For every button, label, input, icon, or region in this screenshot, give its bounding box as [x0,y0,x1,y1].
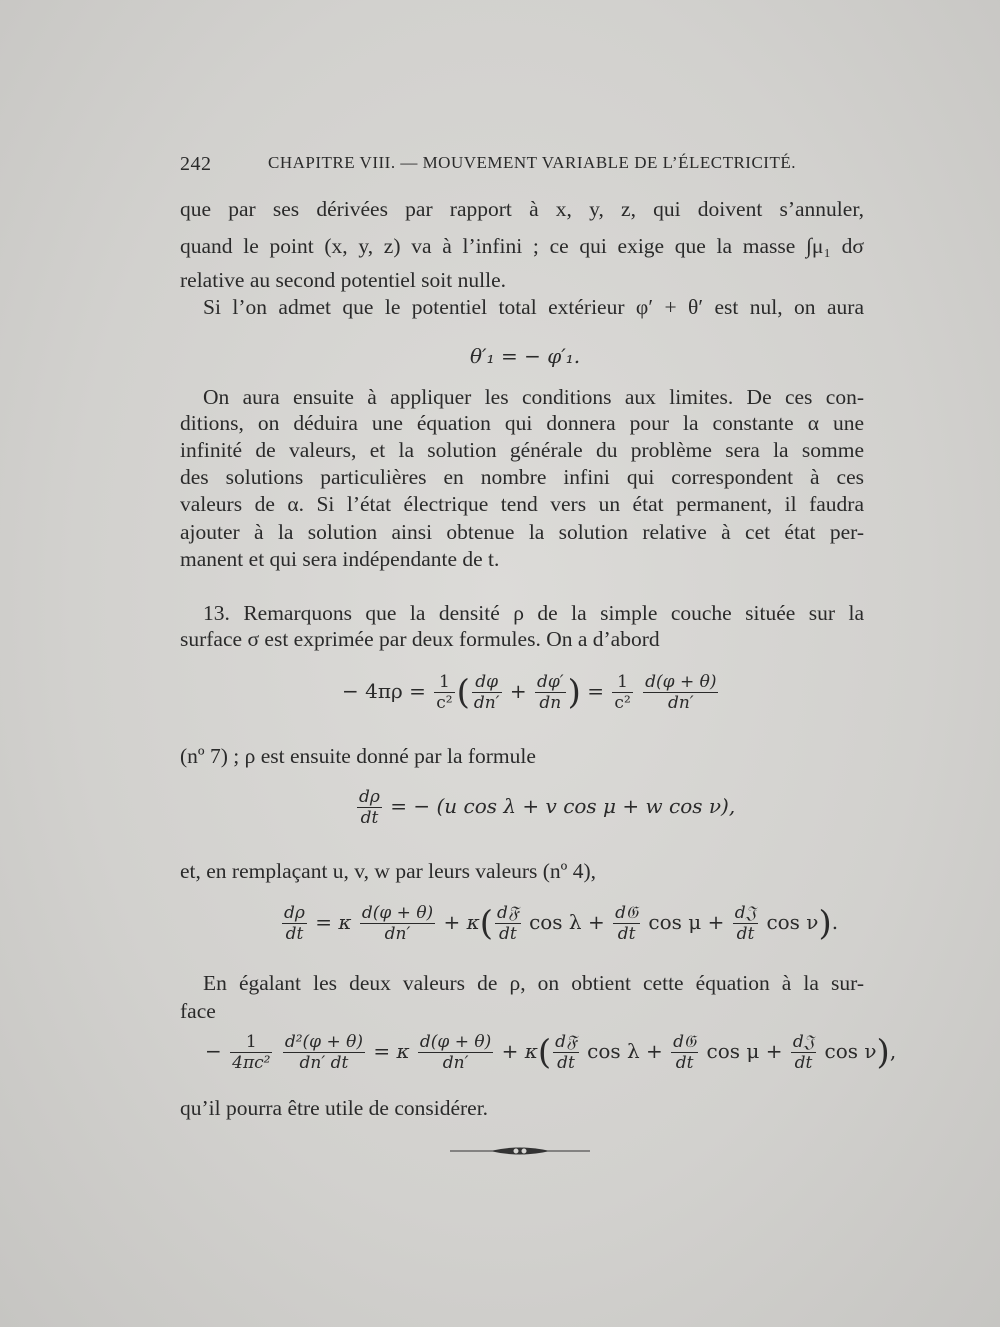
body-line: relative au second potentiel soit nulle. [180,268,506,292]
paragraph-line: infinité de valeurs, et la solution générale du problème sera la somme [180,438,864,462]
paragraph-line: On aura ensuite à appliquer les conditions aux limites. De ces con- [203,385,864,409]
running-title: CHAPITRE VIII. — MOUVEMENT VARIABLE DE L’ÉLECTRICITÉ. [268,153,796,172]
formula-intro-line: (nº 7) ; ρ est ensuite donné par la formule [180,744,536,768]
section-13-line: 13. Remarquons que la densité ρ de la simple couche située sur la [203,601,864,625]
paragraph-line: En égalant les deux valeurs de ρ, on obtient cette équation à la sur- [203,971,864,995]
page-number: 242 [180,153,212,175]
equation-density-2: $\frac{d\rho}{dt}$ = − (u cos λ + v cos μ + w cos ν), [359,787,736,828]
ornament-divider-icon [450,1143,590,1164]
values-line: et, en remplaçant u, v, w par leurs valeurs (nº 4), [180,859,597,883]
body-line: que par ses dérivées par rapport à x, y, z, qui doivent s’annuler, [180,197,864,221]
paragraph-line: ajouter à la solution ainsi obtenue la solution relative à cet état per- [180,520,864,544]
paragraph-line: des solutions particulières en nombre infini qui correspondent à ces [180,465,864,489]
equation-density-3: $\frac{d\rho}{dt}$ = κ $\frac{d(\varphi + \theta)}{dn'}$ + κ( $\frac{\text{d𝔉}}{dt}$ cos λ + $\frac{\text{d𝔊}}{dt}$ cos μ + $\frac{\text{d𝔍}}{dt}$ cos ν). [284,903,839,944]
body-line: Si l’on admet que le potentiel total extérieur φ′ + θ′ est nul, on aura [203,295,864,319]
paragraph-line: face [180,999,216,1023]
paragraph-line: manent et qui sera indépendante de t. [180,547,500,571]
section-13-line: surface σ est exprimée par deux formules. On a d’abord [180,627,660,651]
equation-surface: − $\frac{1}{\text{4πc²}}$ $\frac{\text{d²(φ + θ)}}{dn' dt}$ = κ $\frac{d(\varphi + \theta)}{dn'}$ + κ( $\frac{\text{d𝔉}}{dt}$ cos λ + $\frac{\text{d𝔊}}{dt}$ cos μ + $\frac{\text{d𝔍}}{dt}$ cos ν), [205,1032,897,1073]
equation-theta: θ′₁ = − φ′₁. [470,344,581,368]
equation-density-1: − 4πρ = $\frac{1}{\text{c²}}$ ( $\frac{d\varphi}{dn'}$ + $\frac{d\varphi'}{dn}$ ) = $\frac{1}{\text{c²}}$ $\frac{d(\varphi + \theta)}{dn'}$ [342,672,717,713]
closing-line: qu’il pourra être utile de considérer. [180,1096,489,1120]
paragraph-line: ditions, on déduira une équation qui donnera pour la constante α une [180,411,864,435]
paragraph-line: valeurs de α. Si l’état électrique tend vers un état permanent, il faudra [180,492,864,516]
body-line: quand le point (x, y, z) va à l’infini ; ce qui exige que la masse ∫μ₁ dσ [180,234,864,258]
